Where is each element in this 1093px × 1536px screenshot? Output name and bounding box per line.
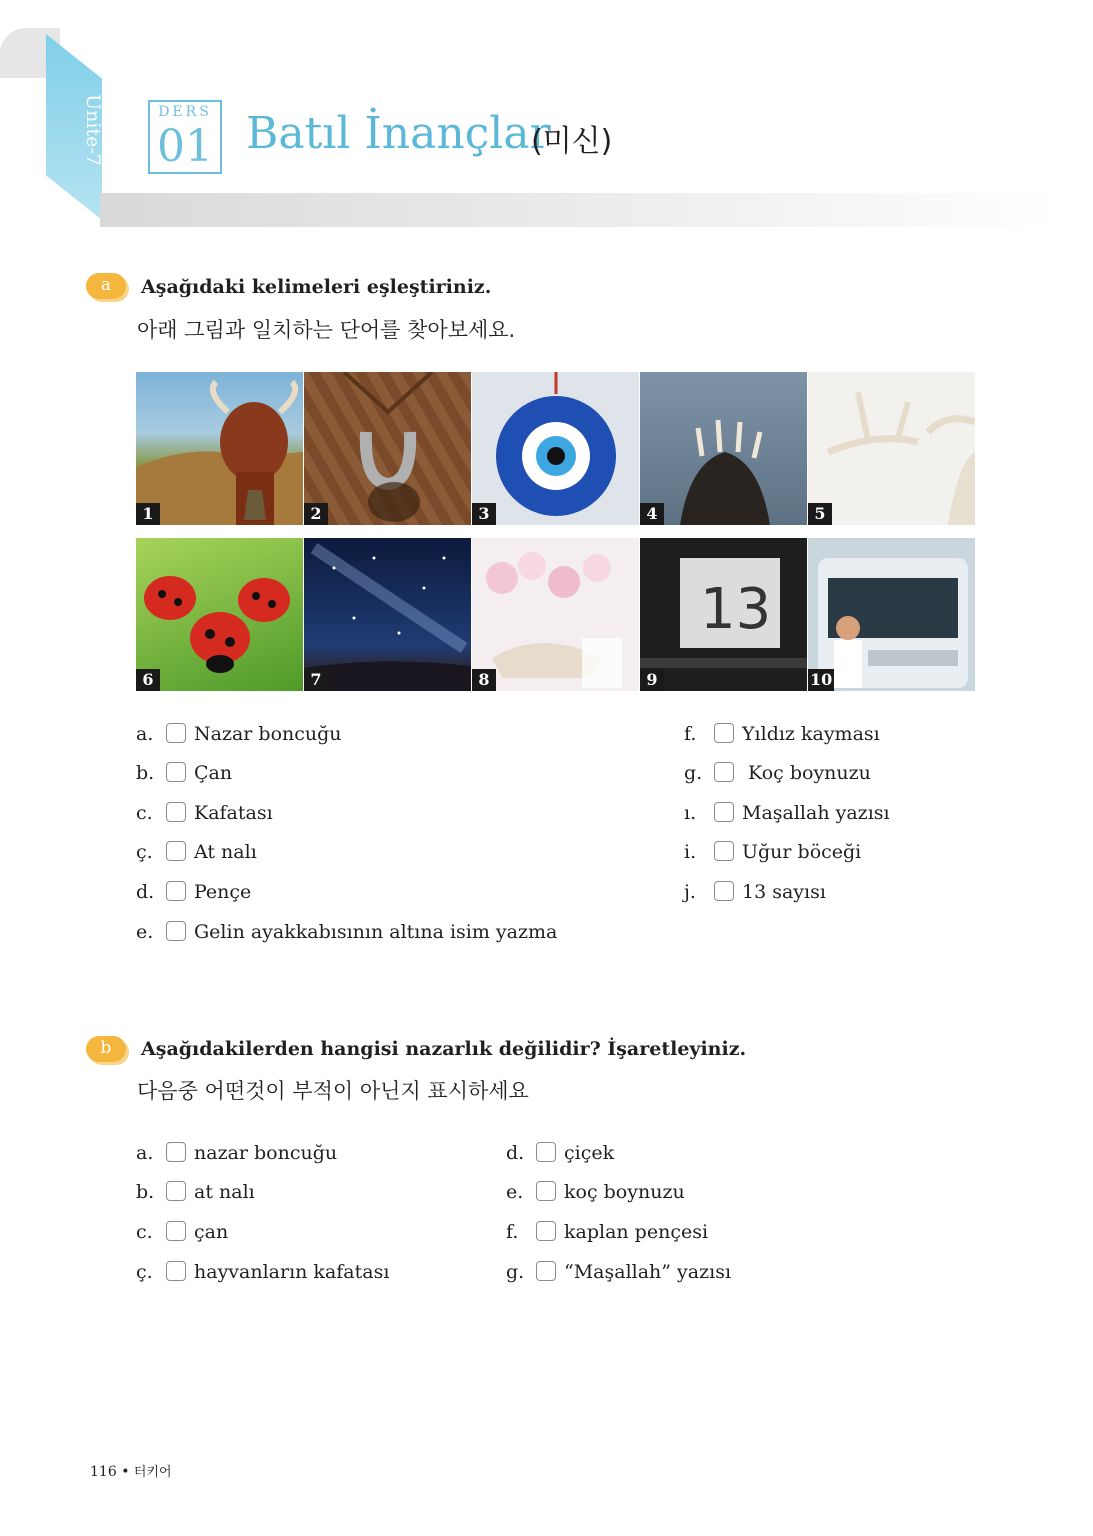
- horseshoe-photo: [304, 372, 471, 525]
- photo-number: 9: [640, 669, 664, 691]
- number-13-sign-photo: [640, 538, 807, 691]
- photo-number: 8: [472, 669, 496, 691]
- bride-shoe-flowers-photo: [472, 538, 639, 691]
- page-number: 116: [90, 1464, 117, 1480]
- option-checkbox[interactable]: [536, 1181, 556, 1201]
- ladybugs-photo: [136, 538, 303, 691]
- section-b-badge: b: [86, 1036, 126, 1062]
- section-b-instruction: Aşağıdakilerden hangisi nazarlık değilidir? İşaretleyiniz.: [141, 1038, 747, 1060]
- option-text: Kafatası: [194, 802, 273, 824]
- option-b[interactable]: [136, 1180, 255, 1204]
- photo-6: [136, 538, 303, 691]
- option-checkbox[interactable]: [166, 1142, 186, 1162]
- photo-number: 1: [136, 503, 160, 525]
- option-checkbox[interactable]: [714, 762, 734, 782]
- starry-night-sky-photo: [304, 538, 471, 691]
- option-c-cedilla[interactable]: [136, 840, 257, 864]
- option-f[interactable]: [684, 722, 880, 746]
- option-letter: ç.: [136, 1261, 153, 1283]
- photo-7: [304, 538, 471, 691]
- animal-paw-claws-photo: [640, 372, 807, 525]
- option-text: hayvanların kafatası: [194, 1261, 390, 1283]
- photo-number: 5: [808, 503, 832, 525]
- option-checkbox[interactable]: [536, 1221, 556, 1241]
- option-text: Çan: [194, 762, 233, 784]
- bull-with-bell-photo: [136, 372, 303, 525]
- option-checkbox[interactable]: [166, 881, 186, 901]
- unit-label: Ünite-7: [82, 94, 104, 166]
- antler-skull-photo: [808, 372, 975, 525]
- photo-8: [472, 538, 639, 691]
- lesson-word: DERS: [158, 104, 212, 120]
- option-checkbox[interactable]: [166, 1221, 186, 1241]
- option-text: “Maşallah” yazısı: [564, 1261, 732, 1283]
- option-letter: f.: [684, 723, 697, 745]
- option-letter: e.: [136, 921, 154, 943]
- photo-9: [640, 538, 807, 691]
- option-text: Maşallah yazısı: [742, 802, 890, 824]
- option-c[interactable]: [136, 801, 273, 825]
- option-letter: b.: [136, 1181, 155, 1203]
- option-d[interactable]: [136, 880, 251, 904]
- option-letter: f.: [506, 1221, 519, 1243]
- lesson-title: Batıl İnançlar: [246, 108, 551, 159]
- option-text: çiçek: [564, 1142, 615, 1164]
- option-text: Gelin ayakkabısının altına isim yazma: [194, 921, 558, 943]
- option-a[interactable]: [136, 1141, 337, 1165]
- option-text: At nalı: [194, 841, 257, 863]
- option-j[interactable]: [684, 880, 826, 904]
- option-letter: a.: [136, 1142, 154, 1164]
- option-letter: j.: [684, 881, 696, 903]
- option-text: çan: [194, 1221, 229, 1243]
- option-text: Koç boynuzu: [742, 762, 871, 784]
- option-f[interactable]: [506, 1220, 708, 1244]
- header-bar: [100, 193, 1062, 227]
- option-text: Yıldız kayması: [742, 723, 880, 745]
- photo-3: [472, 372, 639, 525]
- option-g[interactable]: [506, 1260, 731, 1284]
- option-text: Nazar boncuğu: [194, 723, 342, 745]
- photo-number: 7: [304, 669, 328, 691]
- option-checkbox[interactable]: [166, 723, 186, 743]
- option-checkbox[interactable]: [166, 921, 186, 941]
- lesson-subtitle: (미신): [531, 124, 613, 159]
- option-i[interactable]: [684, 840, 861, 864]
- option-checkbox[interactable]: [536, 1142, 556, 1162]
- book-name: 터키어: [133, 1465, 172, 1480]
- option-letter: g.: [684, 762, 703, 784]
- option-text: 13 sayısı: [742, 881, 826, 903]
- lesson-number-box: [148, 100, 222, 174]
- section-b-instruction-korean: 다음중 어떤것이 부적이 아닌지 표시하세요: [137, 1079, 529, 1103]
- footer-separator: •: [121, 1464, 130, 1480]
- option-dotless-i[interactable]: [684, 801, 890, 825]
- option-e[interactable]: [136, 920, 557, 944]
- option-checkbox[interactable]: [166, 1261, 186, 1281]
- option-checkbox[interactable]: [714, 802, 734, 822]
- option-letter: ı.: [684, 802, 697, 824]
- section-a-instruction: Aşağıdaki kelimeleri eşleştiriniz.: [141, 276, 492, 298]
- option-text: nazar boncuğu: [194, 1142, 338, 1164]
- option-checkbox[interactable]: [536, 1261, 556, 1281]
- option-text: kaplan pençesi: [564, 1221, 709, 1243]
- option-c[interactable]: [136, 1220, 228, 1244]
- option-letter: d.: [506, 1142, 525, 1164]
- option-checkbox[interactable]: [714, 723, 734, 743]
- evil-eye-bead-photo: [472, 372, 639, 525]
- option-letter: g.: [506, 1261, 525, 1283]
- photo-grid: [136, 372, 974, 692]
- option-c-cedilla[interactable]: [136, 1260, 389, 1284]
- option-b[interactable]: [136, 761, 232, 785]
- option-letter: e.: [506, 1181, 524, 1203]
- option-checkbox[interactable]: [166, 841, 186, 861]
- option-g[interactable]: [684, 761, 871, 785]
- page-footer: [90, 1461, 172, 1480]
- photo-4: [640, 372, 807, 525]
- photo-number: 4: [640, 503, 664, 525]
- option-checkbox[interactable]: [166, 802, 186, 822]
- option-d[interactable]: [506, 1141, 614, 1165]
- svg-text:13: 13: [700, 577, 772, 642]
- option-checkbox[interactable]: [166, 1181, 186, 1201]
- section-a-instruction-korean: 아래 그림과 일치하는 단어를 찾아보세요.: [137, 318, 516, 342]
- option-checkbox[interactable]: [714, 841, 734, 861]
- lesson-number: 01: [157, 121, 213, 172]
- photo-number: 6: [136, 669, 160, 691]
- option-text: Pençe: [194, 881, 252, 903]
- option-letter: i.: [684, 841, 697, 863]
- photo-2: [304, 372, 471, 525]
- option-checkbox[interactable]: [714, 881, 734, 901]
- option-letter: c.: [136, 802, 153, 824]
- option-a[interactable]: [136, 722, 342, 746]
- option-checkbox[interactable]: [166, 762, 186, 782]
- option-letter: b.: [136, 762, 155, 784]
- photo-number: 2: [304, 503, 328, 525]
- photo-number: 10: [810, 670, 833, 689]
- option-letter: d.: [136, 881, 155, 903]
- photo-10: [808, 538, 975, 691]
- option-text: Uğur böceği: [742, 841, 862, 863]
- photo-1: [136, 372, 303, 525]
- option-e[interactable]: [506, 1180, 685, 1204]
- photo-number: 3: [472, 503, 496, 525]
- option-letter: c.: [136, 1221, 153, 1243]
- section-a-badge: a: [86, 273, 126, 299]
- option-text: at nalı: [194, 1181, 255, 1203]
- option-letter: a.: [136, 723, 154, 745]
- option-text: koç boynuzu: [564, 1181, 685, 1203]
- photo-5: [808, 372, 975, 525]
- option-letter: ç.: [136, 841, 153, 863]
